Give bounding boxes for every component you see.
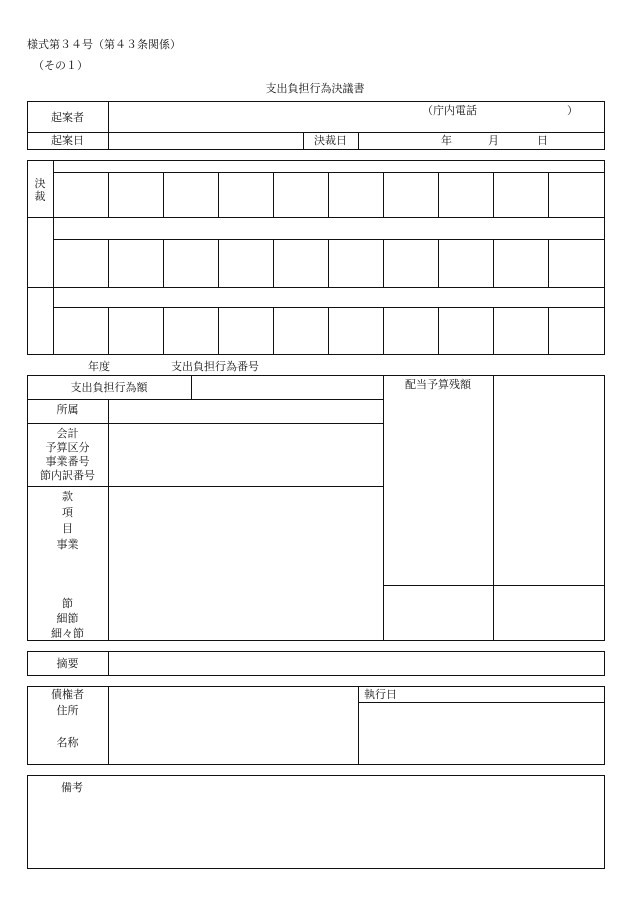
divider <box>383 307 384 355</box>
sub-sub-section-label: 細々節 <box>51 627 84 640</box>
form-number-label: 様式第３４号（第４３条関係） <box>27 38 181 51</box>
accounting-label: 会計 <box>56 427 79 440</box>
divider <box>328 239 329 287</box>
department-label: 所属 <box>56 403 79 416</box>
divider <box>493 172 494 217</box>
divider <box>53 160 54 355</box>
divider <box>218 307 219 355</box>
section-breakdown-number-label: 節内訳番号 <box>40 469 95 482</box>
execution-date-label: 執行日 <box>364 688 397 701</box>
divider <box>273 172 274 217</box>
project-label: 事業 <box>56 538 79 551</box>
creditor-label: 債権者 <box>51 688 84 701</box>
divider <box>383 375 384 641</box>
drafter-label: 起案者 <box>51 111 84 124</box>
divider <box>27 287 605 288</box>
draft-date-label: 起案日 <box>51 134 84 147</box>
page-title: 支出負担行為決議書 <box>265 82 365 95</box>
allocated-balance-label: 配当予算残額 <box>405 378 471 391</box>
amount-field[interactable] <box>192 376 382 398</box>
divider <box>163 239 164 287</box>
divider <box>27 486 383 487</box>
form-sub-label: （その１） <box>33 59 88 72</box>
divider <box>438 239 439 287</box>
divider <box>438 307 439 355</box>
divider <box>108 172 109 217</box>
phone-label: （庁内電話 <box>422 104 477 117</box>
section-labels <box>27 596 108 641</box>
execution-date-field[interactable] <box>359 703 604 764</box>
draft-date-field[interactable] <box>109 133 302 149</box>
drafter-field[interactable] <box>108 104 605 130</box>
creditor-field[interactable] <box>109 687 357 764</box>
divider <box>53 307 605 308</box>
remarks-box[interactable] <box>27 775 605 869</box>
divider <box>27 217 605 218</box>
summary-label: 摘要 <box>56 657 79 670</box>
fiscal-year-label: 年度 <box>88 360 110 373</box>
divider <box>27 423 383 424</box>
divider <box>383 239 384 287</box>
setsu-label: 節 <box>62 597 73 610</box>
department-field[interactable] <box>109 400 382 422</box>
project-number-label: 事業番号 <box>45 455 90 468</box>
approval-label-bottom: 裁 <box>34 190 46 203</box>
approval-label-top: 決 <box>34 177 46 190</box>
divider <box>273 307 274 355</box>
kou-label: 項 <box>62 506 73 519</box>
divider <box>163 172 164 217</box>
budget-labels <box>27 489 108 553</box>
divider <box>218 239 219 287</box>
accounting-labels <box>27 427 108 483</box>
phone-close: ） <box>567 104 578 117</box>
divider <box>358 132 359 150</box>
divider <box>163 307 164 355</box>
divider <box>108 399 109 641</box>
year-label: 年 <box>441 134 452 147</box>
approval-table <box>27 160 605 355</box>
moku-label: 目 <box>62 522 73 535</box>
divider <box>548 172 549 217</box>
name-label: 名称 <box>56 736 79 749</box>
day-label: 日 <box>537 134 548 147</box>
divider <box>328 172 329 217</box>
divider <box>438 172 439 217</box>
divider <box>108 239 109 287</box>
divider <box>108 307 109 355</box>
sub-section-label: 細節 <box>56 612 79 625</box>
decision-date-label: 決裁日 <box>314 134 347 147</box>
divider <box>218 172 219 217</box>
divider <box>53 239 605 240</box>
divider <box>493 307 494 355</box>
summary-field[interactable] <box>109 652 604 675</box>
month-label: 月 <box>488 134 499 147</box>
divider <box>383 585 605 586</box>
address-label: 住所 <box>56 704 79 717</box>
divider <box>328 307 329 355</box>
divider <box>493 375 494 641</box>
commitment-number-label: 支出負担行為番号 <box>171 360 259 373</box>
divider <box>273 239 274 287</box>
amount-label: 支出負担行為額 <box>70 381 148 394</box>
budget-category-label: 予算区分 <box>45 441 90 454</box>
divider <box>493 239 494 287</box>
divider <box>548 307 549 355</box>
divider <box>53 172 605 173</box>
kan-label: 款 <box>62 490 73 503</box>
divider <box>383 172 384 217</box>
divider <box>548 239 549 287</box>
remarks-label: 備考 <box>61 781 83 794</box>
